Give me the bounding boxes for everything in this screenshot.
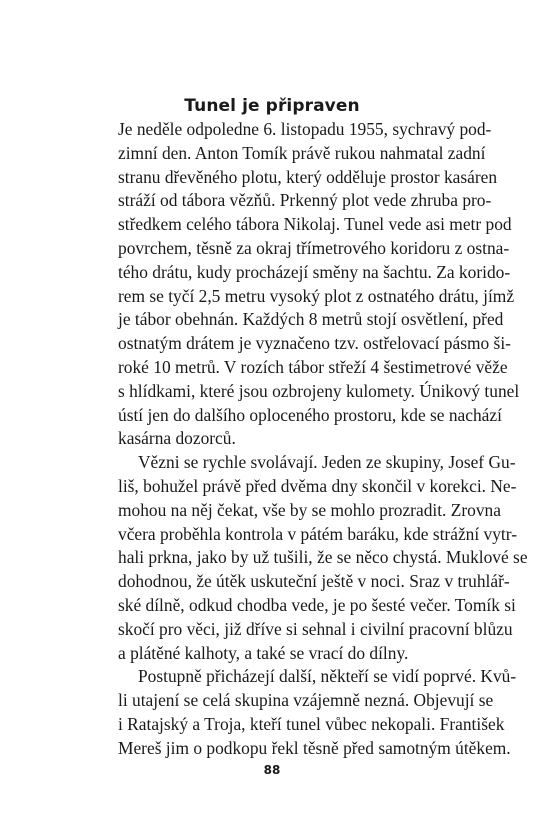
text-line: stráží od tábora vězňů. Prkenný plot vede zhruba pro- [118, 190, 492, 211]
text-line: tého drátu, kudy procházejí směny na šachtu. Za korido- [118, 261, 511, 282]
text-line: Postupně přicházejí další, někteří se vidí poprvé. Kvů- [138, 666, 517, 687]
text-line: Vězni se rychle svolávají. Jeden ze skupiny, Josef Gu- [138, 452, 516, 473]
paragraph-2 [118, 451, 528, 665]
text-line: liš, bohužel právě před dvěma dny skončil v korekci. Ne- [118, 475, 517, 496]
text-line: i Ratajský a Troja, kteří tunel vůbec nekopali. František [118, 713, 505, 734]
text-line: dohodnou, že útěk uskuteční ještě v noci. Sraz v truhlář- [118, 571, 510, 592]
body-text [118, 118, 528, 761]
text-line: skočí pro věci, již dříve si sehnal i civilní pracovní blůzu [118, 618, 513, 639]
text-line: povrchem, těsně za okraj třímetrového koridoru z ostna- [118, 237, 510, 258]
text-line: roké 10 metrů. V rozích tábor střeží 4 šestimetrové věže [118, 356, 508, 377]
text-line: zimní den. Anton Tomík právě rukou nahmatal zadní [118, 142, 486, 163]
paragraph-3 [118, 665, 517, 760]
text-line: středkem celého tábora Nikolaj. Tunel vede asi metr pod [118, 214, 512, 235]
text-line: včera proběhla kontrola v pátém baráku, kde strážní vytr- [118, 523, 517, 544]
text-line: ostnatým drátem je vyznačeno tzv. ostřelovací pásmo ši- [118, 333, 511, 354]
paragraph-1 [118, 118, 520, 451]
text-line: a plátěné kalhoty, a také se vrací do dílny. [118, 642, 409, 663]
text-line: hali prkna, jako by už tušili, že se něco chystá. Muklové se [118, 547, 528, 568]
text-line: Je neděle odpoledne 6. listopadu 1955, sychravý pod- [118, 119, 492, 139]
text-line: rem se tyčí 2,5 metru vysoký plot z ostnatého drátu, jímž [118, 285, 515, 306]
text-line: kasárna dozorců. [118, 428, 236, 449]
chapter-title: Tunel je připraven [184, 96, 360, 116]
text-line: ské dílně, odkud chodba vede, je po šesté večer. Tomík si [118, 594, 516, 615]
text-line: je tábor obehnán. Každých 8 metrů stojí osvětlení, před [118, 309, 504, 330]
text-line: ústí jen do dalšího oploceného prostoru, kde se nachází [118, 404, 502, 425]
text-line: li utajení se celá skupina vzájemně nezná. Objevují se [118, 690, 494, 711]
text-line: stranu dřevěného plotu, který odděluje prostor kasáren [118, 166, 498, 187]
page-number: 88 [263, 763, 281, 777]
text-line: mohou na něj čekat, vše by se mohlo prozradit. Zrovna [118, 499, 501, 520]
text-line: s hlídkami, které jsou ozbrojeny kulomety. Únikový tunel [118, 380, 520, 401]
text-line: Mereš jim o podkopu řekl těsně před samotným útěkem. [118, 737, 511, 758]
